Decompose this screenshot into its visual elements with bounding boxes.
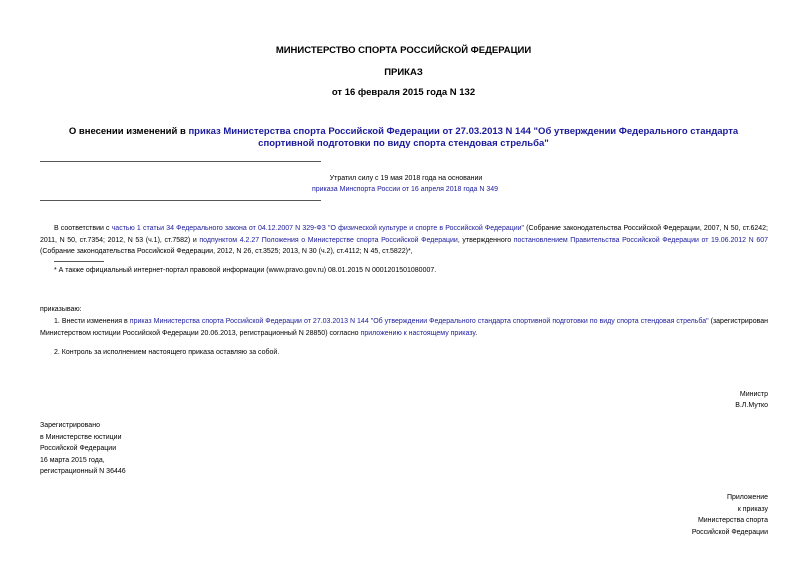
registration-line: Зарегистрировано — [40, 422, 100, 429]
preamble-text-1: В соответствии с — [54, 225, 112, 232]
amended-order-link[interactable]: приказ Министерства спорта Российской Федерации от 27.03.2013 N 144 "Об утверждении Федерального стандарта спортивной подготовки по виду спорта стендовая стрельба" — [129, 318, 709, 325]
signature-name: В.Л.Мутко — [735, 402, 768, 409]
item-1-text-3: . — [475, 329, 478, 337]
registration-line: Российской Федерации — [40, 445, 117, 452]
preamble-text-4: (Собрание законодательства Российской Федерации, 2012, N 26, ст.3525; 2013, N 30 (ч.2), ст.4112; N 45, ст.5822)*, — [40, 248, 413, 255]
document-date-number: от 16 февраля 2015 года N 132 — [331, 87, 476, 98]
registration-block — [40, 420, 240, 478]
footnote: * А также официальный интернет-портал правовой информации (www.pravo.gov.ru) 08.01.2015 N 0001201501080007. — [54, 267, 437, 274]
preamble-paragraph — [40, 223, 768, 258]
signature-role: Министр — [739, 391, 768, 398]
title-link[interactable]: приказ Министерства спорта Российской Федерации от 27.03.2013 N 144 "Об утверждении Федерального стандарта спортивной подготовки по виду спорта стендовая стрельба" — [188, 126, 739, 149]
registration-line: регистрационный N 36446 — [40, 468, 126, 475]
item-1 — [40, 316, 768, 339]
regulation-link[interactable]: подпунктом 4.2.27 Положения о Министерстве спорта Российской Федерации — [199, 236, 458, 244]
appendix-line: Министерства спорта — [697, 517, 768, 524]
appendix-line: Российской Федерации — [691, 528, 768, 536]
document-type: ПРИКАЗ — [384, 67, 423, 78]
registration-line: 16 марта 2015 года, — [40, 456, 105, 464]
appendix-line: к приказу — [737, 505, 768, 513]
appendix-line: Приложение — [726, 494, 768, 501]
appendix-link[interactable]: приложению к настоящему приказу — [360, 329, 476, 337]
divider-top — [40, 161, 321, 162]
item-1-text-2: (зарегистрирован Министерством юстиции Российской Федерации 20.06.2013, регистрационный N 28850) согласно — [40, 318, 768, 337]
title-prefix: О внесении изменений в — [68, 126, 189, 137]
government-decree-link[interactable]: постановлением Правительства Российской Федерации от 19.06.2012 N 607 — [513, 236, 769, 244]
law-link[interactable]: частью 1 статьи 34 Федерального закона от 04.12.2007 N 329-ФЗ "О физической культуре и спорте в Российской Федерации" — [111, 225, 525, 232]
appendix-block — [568, 492, 768, 538]
status-line: Утратил силу с 19 мая 2018 года на основании — [329, 175, 483, 182]
footnote-divider — [54, 261, 104, 262]
preamble-text-3: , утвержденного — [457, 236, 514, 244]
item-2: 2. Контроль за исполнением настоящего приказа оставляю за собой. — [54, 349, 280, 356]
order-word: приказываю: — [40, 306, 82, 313]
ministry-title: МИНИСТЕРСТВО СПОРТА РОССИЙСКОЙ ФЕДЕРАЦИИ — [275, 45, 532, 56]
status-link[interactable]: приказа Минспорта России от 16 апреля 2018 года N 349 — [311, 186, 499, 193]
divider-status — [40, 200, 321, 201]
item-1-text-1: 1. Внести изменения в — [54, 318, 130, 325]
document-title — [40, 126, 767, 150]
preamble-text-2: (Собрание законодательства Российской Федерации, 2007, N 50, ст.6242; 2011, N 50, ст.7354; 2012, N 53 (ч.1), ст.7582) и — [40, 225, 768, 244]
registration-line: в Министерстве юстиции — [40, 433, 122, 441]
